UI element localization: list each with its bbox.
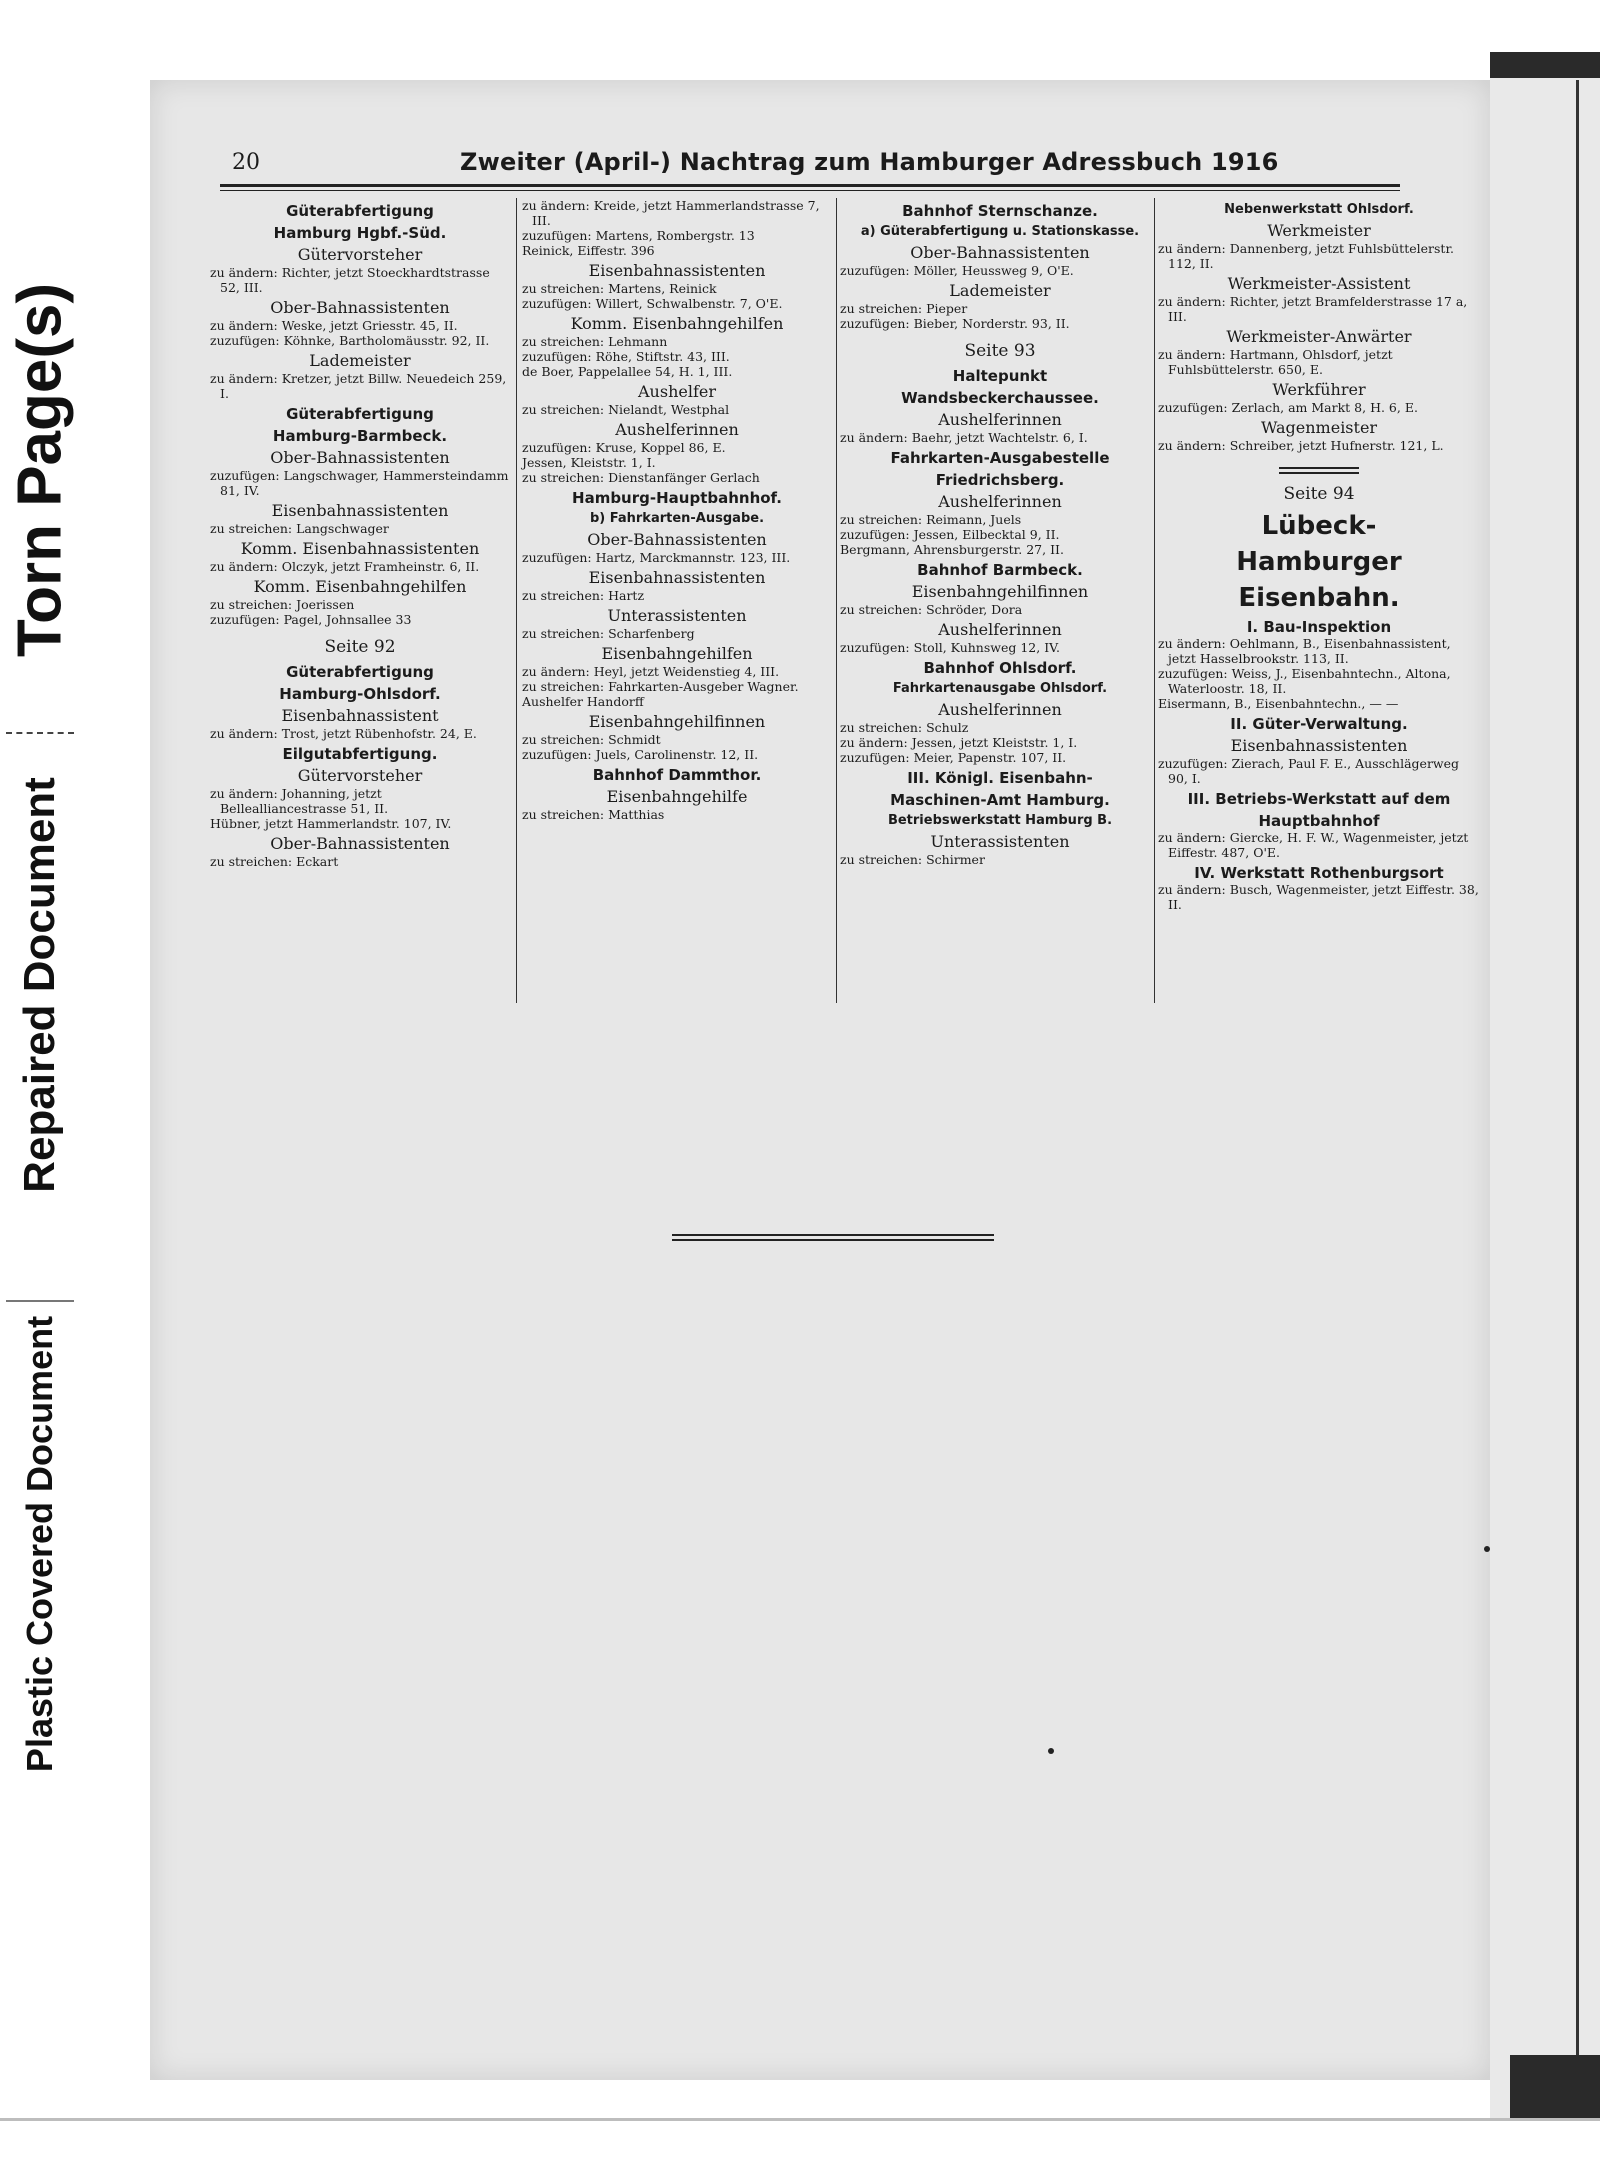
entry: zu ändern: Jessen, jetzt Kleiststr. 1, I.: [840, 735, 1078, 750]
entry: zuzufügen: Zerlach, am Markt 8, H. 6, E.: [1158, 400, 1418, 415]
entry: zuzufügen: Möller, Heussweg 9, O'E.: [840, 263, 1074, 278]
entry: zu streichen: Schmidt: [522, 732, 661, 747]
header-rule: [220, 190, 1400, 191]
subheading: Eisenbahnassistent: [281, 706, 439, 725]
scanner-side-tags: [0, 240, 80, 1840]
entry: zuzufügen: Langschwager, Hammersteindamm 81, IV.: [210, 468, 509, 498]
subheading: Aushelferinnen: [938, 410, 1062, 429]
section-heading: Fahrkarten-Ausgabestelle: [890, 449, 1110, 467]
column-2: [522, 198, 832, 822]
entry: Eisermann, B., Eisenbahntechn., — —: [1158, 696, 1399, 711]
scan-speck: [1484, 1546, 1490, 1552]
scan-bottom-margin: [0, 2118, 1600, 2180]
section-heading: Bahnhof Dammthor.: [592, 766, 762, 784]
subheading: Eisenbahnassistenten: [588, 261, 766, 280]
entry: zuzufügen: Willert, Schwalbenstr. 7, O'E.: [522, 296, 783, 311]
entry: zuzufügen: Pagel, Johnsallee 33: [210, 612, 412, 627]
entry: zuzufügen: Martens, Rombergstr. 13: [522, 228, 755, 243]
entry: zu ändern: Giercke, H. F. W., Wagenmeister, jetzt Eiffestr. 487, O'E.: [1158, 830, 1469, 860]
section-title: Lübeck-: [1261, 511, 1377, 541]
entry: zu ändern: Kreide, jetzt Hammerlandstrasse 7, III.: [522, 198, 820, 228]
subheading: Eisenbahngehilfe: [606, 787, 748, 806]
subheading: Aushelferinnen: [615, 420, 739, 439]
subheading: Ober-Bahnassistenten: [270, 298, 450, 317]
document-page: [150, 80, 1490, 2080]
entry: zu streichen: Schulz: [840, 720, 969, 735]
entry: zuzufügen: Röhe, Stiftstr. 43, III.: [522, 349, 730, 364]
section-title: Hamburger: [1236, 547, 1402, 577]
entry: zu ändern: Richter, jetzt Stoeckhardtstrasse 52, III.: [210, 265, 490, 295]
subheading: Werkmeister-Anwärter: [1226, 327, 1412, 346]
entry: zu ändern: Baehr, jetzt Wachtelstr. 6, I.: [840, 430, 1088, 445]
subheading: Wagenmeister: [1260, 418, 1378, 437]
section-heading: Bahnhof Sternschanze.: [902, 202, 1098, 220]
scan-top-margin: [0, 0, 1600, 52]
subheading: Lademeister: [309, 351, 411, 370]
entry: zuzufügen: Weiss, J., Eisenbahntechn., Altona, Waterloostr. 18, II.: [1158, 666, 1451, 696]
entry: zu streichen: Joerissen: [210, 597, 355, 612]
entry: zuzufügen: Zierach, Paul F. E., Ausschlägerweg 90, I.: [1158, 756, 1460, 786]
entry: zu ändern: Richter, jetzt Bramfelderstrasse 17 a, III.: [1158, 294, 1468, 324]
scan-edge-shadow: [1490, 52, 1600, 78]
section-subheading: Fahrkartenausgabe Ohlsdorf.: [892, 681, 1108, 696]
subheading: Komm. Eisenbahngehilfen: [570, 314, 784, 333]
entry: zuzufügen: Meier, Papenstr. 107, II.: [840, 750, 1067, 765]
section-title: Eisenbahn.: [1238, 583, 1400, 613]
closing-rule: [672, 1234, 994, 1241]
entry: zu streichen: Pieper: [840, 301, 968, 316]
column-1: [210, 198, 510, 869]
subheading: Aushelferinnen: [938, 492, 1062, 511]
entry: zu streichen: Schirmer: [840, 852, 985, 867]
section-heading: Bahnhof Ohlsdorf.: [923, 659, 1077, 677]
section-heading: Wandsbeckerchaussee.: [901, 389, 1099, 407]
subheading: Eisenbahnassistenten: [588, 568, 766, 587]
entry: zu ändern: Dannenberg, jetzt Fuhlsbüttelerstr. 112, II.: [1158, 241, 1455, 271]
entry: zu ändern: Weske, jetzt Griesstr. 45, II.: [210, 318, 458, 333]
entry: Jessen, Kleiststr. 1, I.: [522, 455, 656, 470]
subheading: Ober-Bahnassistenten: [587, 530, 767, 549]
entry: zu ändern: Busch, Wagenmeister, jetzt Eiffestr. 38, II.: [1158, 882, 1479, 912]
column-3: [840, 198, 1160, 867]
subheading: Ober-Bahnassistenten: [270, 834, 450, 853]
tag-divider: [6, 732, 74, 734]
entry: zuzufügen: Stoll, Kuhnsweg 12, IV.: [840, 640, 1060, 655]
entry: zuzufügen: Kruse, Koppel 86, E.: [522, 440, 726, 455]
torn-pages-tag: Torn Page(s): [5, 282, 75, 658]
running-head: Zweiter (April-) Nachtrag zum Hamburger Adressbuch 1916: [460, 148, 1279, 176]
subheading: Komm. Eisenbahngehilfen: [253, 577, 467, 596]
entry: Reinick, Eiffestr. 396: [522, 243, 655, 258]
section-heading: III. Königl. Eisenbahn-: [907, 769, 1093, 787]
section-subheading: a) Güterabfertigung u. Stationskasse.: [860, 224, 1140, 239]
entry: Hübner, jetzt Hammerlandstr. 107, IV.: [210, 816, 452, 831]
entry: zuzufügen: Jessen, Eilbecktal 9, II.: [840, 527, 1060, 542]
section-heading: II. Güter-Verwaltung.: [1230, 715, 1408, 733]
section-heading: Hamburg-Hauptbahnhof.: [572, 489, 782, 507]
scan-edge-shadow: [1510, 2055, 1600, 2125]
section-subheading: b) Fahrkarten-Ausgabe.: [589, 511, 765, 526]
subheading: Aushelferinnen: [938, 620, 1062, 639]
section-heading: Güterabfertigung: [286, 663, 434, 681]
entry: zuzufügen: Juels, Carolinenstr. 12, II.: [522, 747, 759, 762]
page-marker: Seite 93: [964, 341, 1036, 361]
section-heading: Güterabfertigung: [286, 405, 434, 423]
subheading: Werkmeister: [1267, 221, 1371, 240]
entry: zu ändern: Heyl, jetzt Weidenstieg 4, III.: [522, 664, 780, 679]
plastic-covered-tag: Plastic Covered Document: [19, 1315, 60, 1773]
entry: zu streichen: Langschwager: [210, 521, 389, 536]
subheading: Eisenbahngehilfen: [601, 644, 753, 663]
entry: zu streichen: Reimann, Juels: [840, 512, 1022, 527]
subheading: Eisenbahnassistenten: [1230, 736, 1408, 755]
section-heading: Hamburg-Ohlsdorf.: [279, 685, 441, 703]
page-number: 20: [232, 150, 260, 175]
subheading: Komm. Eisenbahnassistenten: [240, 539, 480, 558]
entry: zu streichen: Matthias: [522, 807, 665, 822]
subheading: Unterassistenten: [930, 832, 1070, 851]
scan-right-edge: [1490, 52, 1600, 2127]
entry: zu ändern: Oehlmann, B., Eisenbahnassistent, jetzt Hasselbrookstr. 113, II.: [1158, 636, 1451, 666]
subheading: Werkführer: [1272, 380, 1366, 399]
entry: zuzufügen: Hartz, Marckmannstr. 123, III.: [522, 550, 791, 565]
section-heading: Hauptbahnhof: [1258, 812, 1380, 830]
section-heading: I. Bau-Inspektion: [1246, 618, 1392, 636]
subheading: Aushelfer: [638, 382, 716, 401]
section-heading: Maschinen-Amt Hamburg.: [890, 791, 1110, 809]
entry: zuzufügen: Köhnke, Bartholomäusstr. 92, II.: [210, 333, 490, 348]
page-marker: Seite 94: [1283, 484, 1355, 504]
subheading: Gütervorsteher: [297, 245, 423, 264]
subheading: Aushelferinnen: [938, 700, 1062, 719]
entry: zu ändern: Kretzer, jetzt Billw. Neuedeich 259, I.: [210, 371, 507, 401]
page-marker: Seite 92: [324, 637, 396, 657]
header-rule: [220, 184, 1400, 187]
section-heading: III. Betriebs-Werkstatt auf dem: [1187, 790, 1451, 808]
section-heading: Hamburg Hgbf.-Süd.: [273, 224, 447, 242]
subheading: Gütervorsteher: [297, 766, 423, 785]
entry: zu streichen: Scharfenberg: [522, 626, 695, 641]
entry: zu streichen: Dienstanfänger Gerlach: [522, 470, 760, 485]
entry: zu streichen: Nielandt, Westphal: [522, 402, 730, 417]
entry: zu ändern: Trost, jetzt Rübenhofstr. 24, E.: [210, 726, 477, 741]
section-divider: [1279, 467, 1359, 474]
section-heading: Hamburg-Barmbeck.: [272, 427, 448, 445]
section-subheading: Betriebswerkstatt Hamburg B.: [887, 813, 1113, 828]
section-heading: Eilgutabfertigung.: [282, 745, 438, 763]
section-heading: Nebenwerkstatt Ohlsdorf.: [1224, 202, 1414, 217]
entry: Bergmann, Ahrensburgerstr. 27, II.: [840, 542, 1064, 557]
repaired-document-tag: Repaired Document: [15, 777, 64, 1193]
entry: zu streichen: Eckart: [210, 854, 339, 869]
column-rule: [836, 198, 837, 1003]
section-heading: Haltepunkt: [952, 367, 1048, 385]
section-heading: Güterabfertigung: [286, 202, 434, 220]
tag-divider: [6, 1300, 74, 1302]
entry: zuzufügen: Bieber, Norderstr. 93, II.: [840, 316, 1070, 331]
subheading: Ober-Bahnassistenten: [270, 448, 450, 467]
entry: zu ändern: Johanning, jetzt Bellealliancestrasse 51, II.: [210, 786, 389, 816]
entry: zu ändern: Schreiber, jetzt Hufnerstr. 121, L.: [1158, 438, 1444, 453]
section-heading: Friedrichsberg.: [935, 471, 1065, 489]
subheading: Werkmeister-Assistent: [1227, 274, 1411, 293]
section-heading: Bahnhof Barmbeck.: [917, 561, 1083, 579]
column-rule: [516, 198, 517, 1003]
entry: Aushelfer Handorff: [522, 694, 644, 709]
subheading: Eisenbahngehilfinnen: [588, 712, 766, 731]
subheading: Eisenbahnassistenten: [271, 501, 449, 520]
entry: zu ändern: Olczyk, jetzt Framheinstr. 6, II.: [210, 559, 480, 574]
column-4: [1158, 198, 1480, 912]
scan-speck: [1048, 1748, 1054, 1754]
entry: zu streichen: Fahrkarten-Ausgeber Wagner.: [522, 679, 799, 694]
entry: de Boer, Pappelallee 54, H. 1, III.: [522, 364, 733, 379]
entry: zu streichen: Schröder, Dora: [840, 602, 1023, 617]
entry: zu streichen: Lehmann: [522, 334, 668, 349]
page-binding-edge: [1576, 80, 1579, 2055]
entry: zu streichen: Hartz: [522, 588, 645, 603]
subheading: Lademeister: [949, 281, 1051, 300]
section-heading: IV. Werkstatt Rothenburgsort: [1194, 864, 1444, 882]
subheading: Eisenbahngehilfinnen: [911, 582, 1089, 601]
subheading: Ober-Bahnassistenten: [910, 243, 1090, 262]
entry: zu streichen: Martens, Reinick: [522, 281, 717, 296]
subheading: Unterassistenten: [607, 606, 747, 625]
entry: zu ändern: Hartmann, Ohlsdorf, jetzt Fuhlsbüttelerstr. 650, E.: [1158, 347, 1393, 377]
